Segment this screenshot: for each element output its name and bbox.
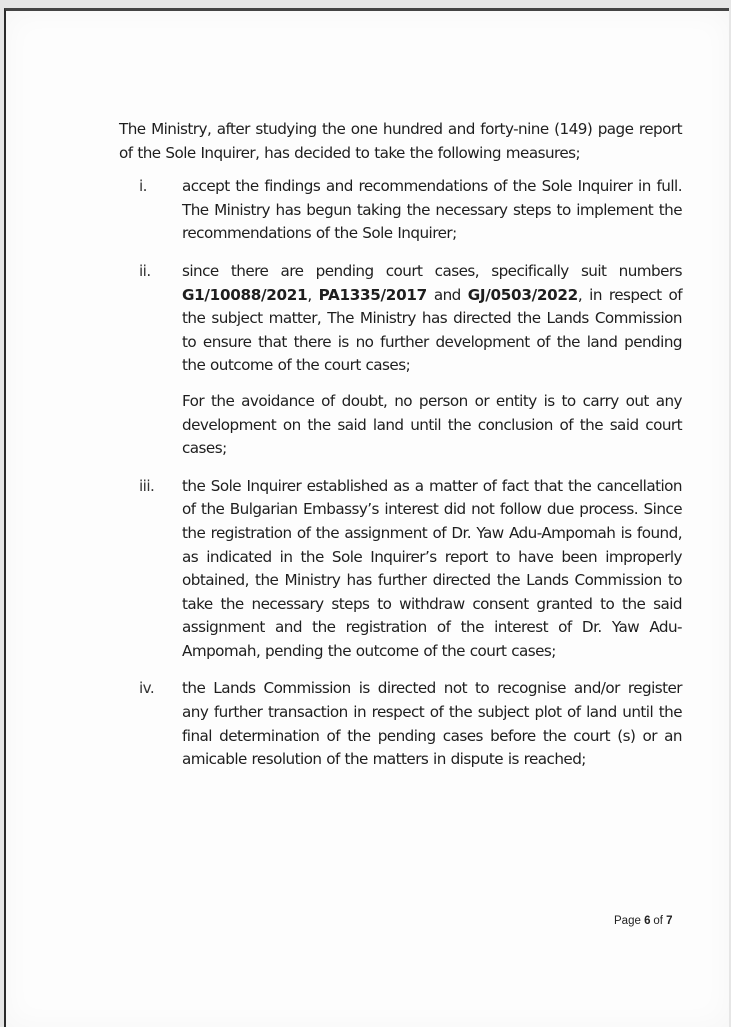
item-text-post: , in respect of the subject matter, The Ministry has directed the Lands Commission to ensure that there is no further development of the land pending the outcome of the court cases; [182, 285, 682, 375]
page-label: Page [614, 915, 641, 927]
page-number [614, 915, 672, 927]
item-text-pre: since there are pending court cases, specifically suit numbers [182, 261, 682, 280]
item-number: i. [139, 177, 147, 196]
measure-item-iii [119, 475, 682, 664]
page-total: 7 [666, 915, 673, 927]
item-text [182, 260, 682, 378]
document-body [119, 118, 682, 786]
item-note: For the avoidance of doubt, no person or entity is to carry out any development on the said land until the conclusion of the said court cases; [182, 391, 682, 458]
item-text: the Sole Inquirer established as a matter of fact that the cancellation of the Bulgarian Embassy’s interest did not follow due process. Since the registration of the assignment of Dr. Yaw Adu-Ampomah is found, as indicated in the Sole Inquirer’s report to have been improperly obtained, the Ministry has further directed the Lands Commission to take the necessary steps to withdraw consent granted to the said assignment and the registration of the interest of Dr. Yaw Adu- Ampomah, pending the outcome of the court cases; [182, 476, 682, 660]
suit-number: PA1335/2017 [318, 285, 427, 304]
item-number: ii. [139, 261, 151, 280]
item-number: iii. [139, 476, 155, 495]
document-page [4, 8, 729, 1027]
measure-item-i [119, 175, 682, 246]
separator: , [307, 285, 319, 304]
page-current: 6 [644, 915, 651, 927]
item-text: accept the findings and recommendations of the Sole Inquirer in full. The Ministry has begun taking the necessary steps to implement the recommendations of the Sole Inquirer; [182, 177, 682, 243]
intro-paragraph: The Ministry, after studying the one hundred and forty-nine (149) page report of the Sole Inquirer, has decided to take the following measures; [119, 120, 682, 162]
measure-item-ii [119, 260, 682, 461]
item-number: iv. [139, 679, 155, 698]
item-text: the Lands Commission is directed not to recognise and/or register any further transaction in respect of the subject plot of land until the final determination of the pending cases before the court (s) or an amicable resolution of the matters in dispute is reached; [182, 679, 682, 769]
of-label: of [653, 915, 663, 927]
measure-item-iv [119, 677, 682, 771]
separator: and [426, 285, 468, 304]
suit-number: G1/10088/2021 [182, 285, 308, 304]
suit-number: GJ/0503/2022 [467, 285, 578, 304]
